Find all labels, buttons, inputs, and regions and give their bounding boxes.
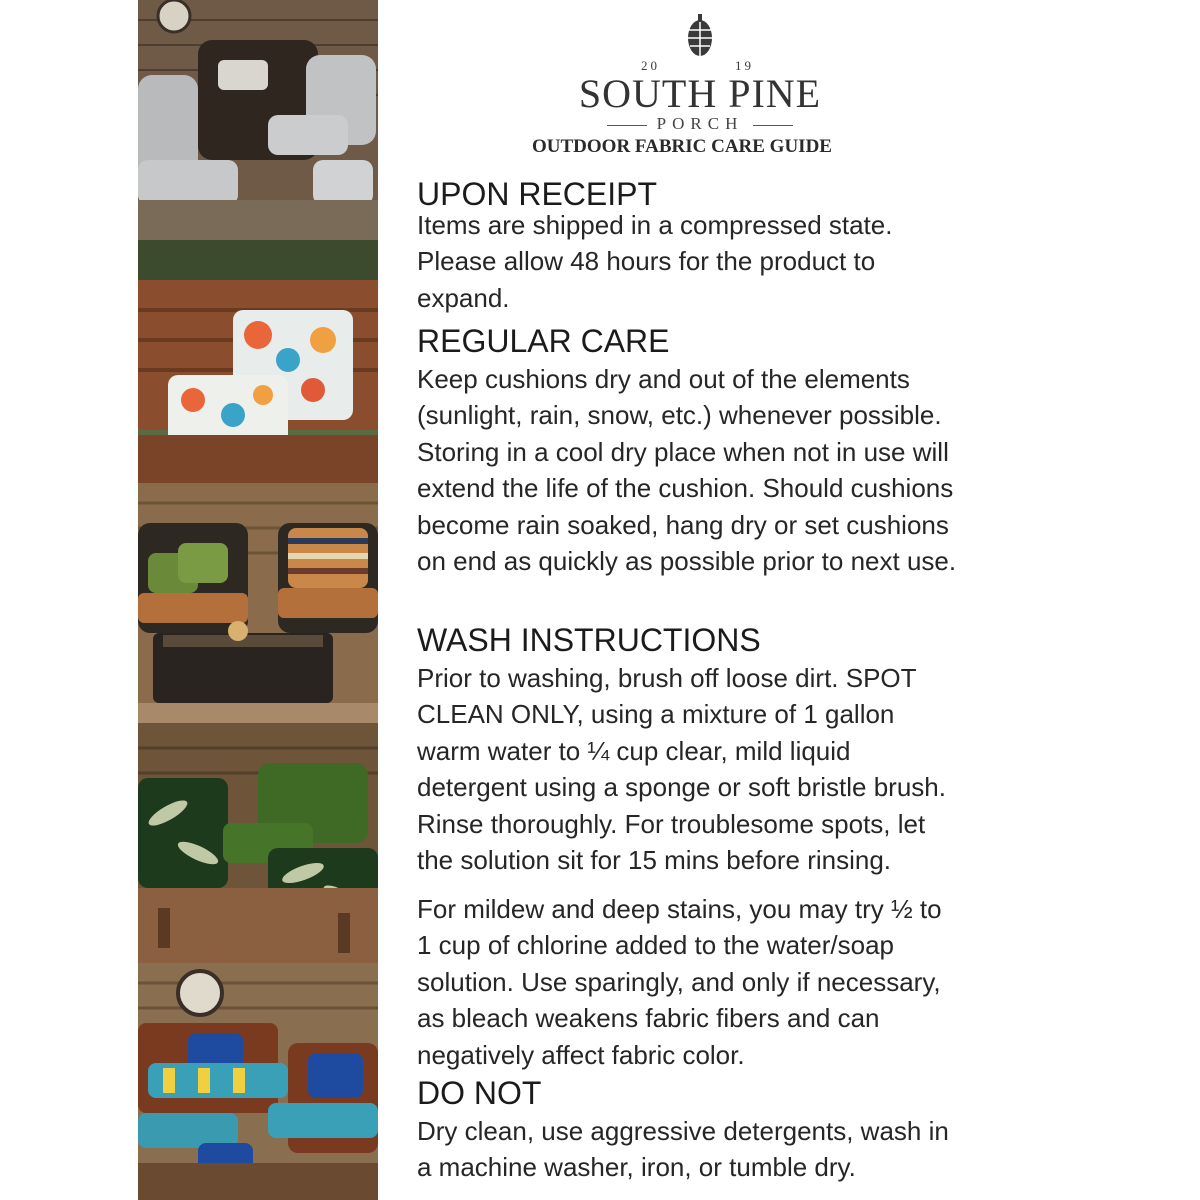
photo-blue-cushions	[138, 963, 378, 1200]
text-line: Keep cushions dry and out of the elements	[417, 364, 910, 394]
text-line: extend the life of the cushion. Should cushions	[417, 473, 954, 504]
text-line: 1 cup of chlorine added to the water/soap	[417, 930, 894, 961]
text-line: negatively affect fabric color.	[417, 1039, 745, 1070]
text-line: on end as quickly as possible prior to next use.	[417, 546, 957, 577]
text-line: (sunlight, rain, snow, etc.) whenever possible.	[417, 400, 942, 431]
text-line: as bleach weakens fabric fibers and can	[417, 1003, 880, 1034]
text-line: Storing in a cool dry place when not in use will	[417, 436, 949, 467]
section-title-regular-care: REGULAR CARE	[417, 323, 670, 359]
photo-floral-pillows	[138, 240, 378, 483]
text-line: the solution sit for 15 mins before rinsing.	[417, 845, 892, 876]
care-guide-text	[417, 0, 1057, 1200]
text-line: detergent using a sponge or soft bristle brush.	[417, 772, 946, 803]
regular-care-text	[417, 361, 1057, 579]
guide-title: OUTDOOR FABRIC CARE GUIDE	[532, 136, 832, 157]
wash-instructions-text	[417, 660, 1057, 878]
photo-grey-cushions	[138, 0, 378, 240]
text-line: Dry clean, use aggressive detergents, wash in	[417, 1116, 949, 1146]
section-title-do-not: DO NOT	[417, 1075, 542, 1111]
photo-leaf-cushions	[138, 723, 378, 963]
photo-striped-cushions	[138, 483, 378, 723]
section-title-wash-instructions: WASH INSTRUCTIONS	[417, 622, 761, 658]
mildew-instructions-text	[417, 891, 1057, 1073]
text-line: Rinse thoroughly. For troublesome spots, let	[417, 808, 926, 839]
brand-name: SOUTH PINE	[578, 71, 822, 116]
section-title-upon-receipt: UPON RECEIPT	[417, 176, 658, 212]
logo-year-left: 20	[641, 58, 660, 73]
text-line: become rain soaked, hang dry or set cushions	[417, 509, 949, 540]
text-line: Items are shipped in a compressed state.	[417, 210, 893, 240]
text-line: solution. Use sparingly, and only if necessary,	[417, 966, 941, 997]
text-line: CLEAN ONLY, using a mixture of 1 gallon	[417, 699, 895, 730]
text-line: Please allow 48 hours for the product to	[417, 246, 876, 277]
text-line: a machine washer, iron, or tumble dry.	[417, 1152, 856, 1183]
logo-year-right: 19	[735, 58, 754, 73]
do-not-text	[417, 1113, 1057, 1186]
upon-receipt-text	[417, 207, 1057, 316]
text-line: Prior to washing, brush off loose dirt. SPOT	[417, 663, 917, 693]
text-line: warm water to ¼ cup clear, mild liquid	[417, 735, 851, 766]
brand-porch: PORCH	[656, 114, 744, 133]
text-line: expand.	[417, 282, 510, 313]
product-photo-column	[138, 0, 378, 1200]
text-line: For mildew and deep stains, you may try ½ to	[417, 894, 942, 924]
